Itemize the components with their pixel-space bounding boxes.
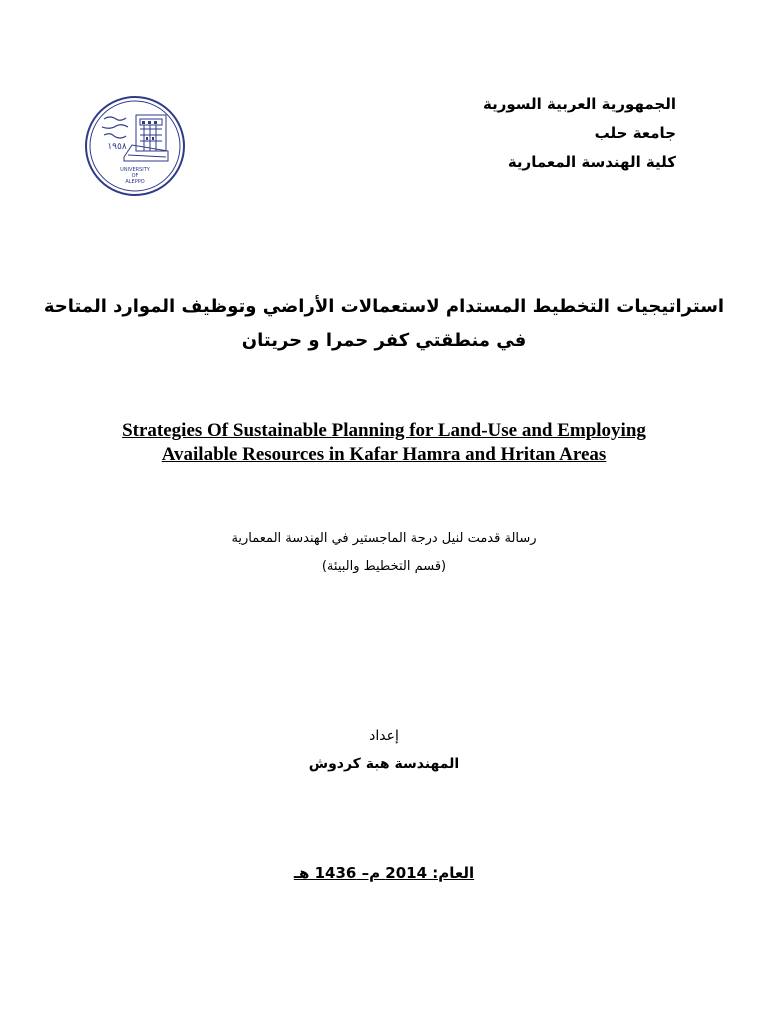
year-text: العام: 2014 م– 1436 هـ xyxy=(293,864,475,882)
english-title xyxy=(40,419,728,467)
svg-text:UNIVERSITY: UNIVERSITY xyxy=(120,167,150,173)
author-name: المهندسة هبة كردوش xyxy=(308,756,460,772)
institution-header xyxy=(483,90,676,177)
english-title-line-1: Strategies Of Sustainable Planning for Land-Use and Employing xyxy=(122,420,646,441)
arabic-title-line-2: في منطقتي كفر حمرا و حريتان xyxy=(241,330,527,351)
arabic-title xyxy=(40,290,728,358)
thesis-statement xyxy=(40,525,728,581)
english-title-line-2: Available Resources in Kafar Hamra and Hritan Areas xyxy=(161,444,607,465)
prepared-by-label: إعداد xyxy=(369,728,399,744)
svg-text:١٩٥٨: ١٩٥٨ xyxy=(107,142,127,152)
svg-text:OF: OF xyxy=(131,173,139,179)
thesis-department-line: (قسم التخطيط والبيئة) xyxy=(321,559,447,574)
faculty-name: كلية الهندسة المعمارية xyxy=(507,153,676,171)
university-seal-logo xyxy=(84,95,186,197)
prepared-by xyxy=(40,722,728,778)
country-name: الجمهورية العربية السورية xyxy=(483,95,676,113)
year-line xyxy=(40,860,728,886)
thesis-degree-line: رسالة قدمت لنيل درجة الماجستير في الهندسة المعمارية xyxy=(231,531,537,546)
university-name: جامعة حلب xyxy=(594,124,676,142)
svg-text:ALEPPO: ALEPPO xyxy=(125,179,145,185)
arabic-title-line-1: استراتيجيات التخطيط المستدام لاستعمالات الأراضي وتوظيف الموارد المتاحة xyxy=(43,296,725,317)
